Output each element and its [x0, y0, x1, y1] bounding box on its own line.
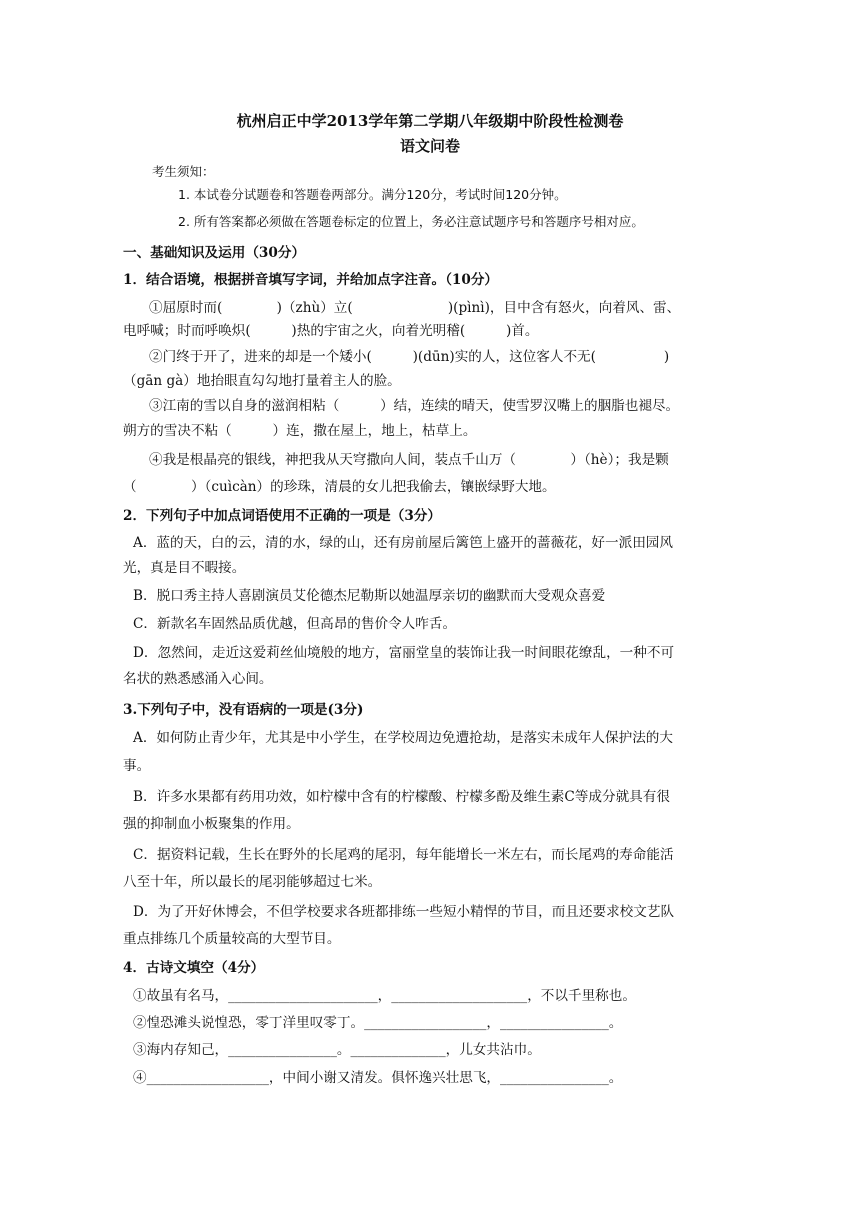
question-1-line: （gān gà）地抬眼直勾勾地打量着主人的脸。: [123, 373, 401, 389]
exam-subtitle: 语文问卷: [399, 137, 460, 155]
question-2-option-a-cont: 光，真是目不暇接。: [123, 560, 246, 576]
question-3-option-b: B．许多水果都有药用功效，如柠檬中含有的柠檬酸、柠檬多酚及维生素C等成分就具有很: [133, 789, 670, 805]
question-4-stem: 4．古诗文填空（4分）: [123, 960, 265, 976]
question-2-option-b: B．脱口秀主持人喜剧演员艾伦德杰尼勒斯以她温厚亲切的幽默而大受观众喜爱: [133, 588, 606, 604]
question-1-line: （ ）（cuìcàn）的珍珠，清晨的女儿把我偷去，镶嵌绿野大地。: [123, 479, 556, 495]
question-4-blank: ①故虽有名马，______________________，____________________，不以千里称也。: [133, 988, 636, 1004]
question-2-option-d-cont: 名状的熟悉感涌入心间。: [123, 671, 273, 687]
question-3-option-c: C．据资料记载，生长在野外的长尾鸡的尾羽，每年能增长一米左右，而长尾鸡的寿命能活: [133, 847, 674, 863]
question-4-blank: ③海内存知己，________________。______________，儿女共沾巾。: [133, 1042, 541, 1058]
question-2-option-a: A．蓝的天，白的云，清的水，绿的山，还有房前屋后篱笆上盛开的蔷薇花，好一派田园风: [133, 535, 673, 551]
exam-title: 杭州启正中学2013学年第二学期八年级期中阶段性检测卷: [236, 112, 624, 130]
question-1-line: ②门终于开了，进来的却是一个矮小( )(dūn)实的人，这位客人不无( ): [149, 349, 670, 365]
question-1-line: ④我是根晶亮的银线，神把我从天穹撒向人间，装点千山万（ ）（hè）；我是颗: [149, 452, 669, 468]
question-3-option-d-cont: 重点排练几个质量较高的大型节目。: [123, 931, 341, 947]
question-3-option-c-cont: 八至十年，所以最长的尾羽能够超过七米。: [123, 874, 382, 890]
question-2-stem: 2．下列句子中加点词语使用不正确的一项是（3分）: [123, 508, 441, 524]
question-4-blank: ④__________________，中间小谢又清发。俱怀逸兴壮思飞，________________。: [133, 1070, 623, 1086]
question-3-option-b-cont: 强的抑制血小板聚集的作用。: [123, 816, 300, 832]
question-3-option-a-cont: 事。: [123, 758, 151, 774]
question-1-stem: 1．结合语境，根据拼音填写字词，并给加点字注音。（10分）: [123, 272, 499, 288]
notes-header: 考生须知：: [152, 164, 215, 179]
question-1-line: 朔方的雪决不粘（ ）连，撒在屋上，地上，枯草上。: [123, 423, 477, 439]
question-2-option-c: C．新款名车固然品质优越，但高昂的售价令人咋舌。: [133, 616, 457, 632]
question-3-stem: 3.下列句子中，没有语病的一项是(3分): [123, 702, 364, 718]
question-2-option-d: D．忽然间，走近这爱莉丝仙境般的地方，富丽堂皇的装饰让我一时间眼花缭乱，一种不可: [133, 645, 675, 661]
section-1-heading: 一、基础知识及运用（30分）: [123, 245, 306, 261]
question-1-line: 电呼喊；时而呼唤炽( )热的宇宙之火，向着光明稽( )首。: [123, 323, 539, 339]
question-3-option-a: A．如何防止青少年，尤其是中小学生，在学校周边免遭抢劫，是落实未成年人保护法的大: [133, 730, 673, 746]
question-3-option-d: D．为了开好休博会，不但学校要求各班都排练一些短小精悍的节目，而且还要求校文艺队: [133, 904, 675, 920]
note-2: 2. 所有答案都必须做在答题卷标定的位置上，务必注意试题序号和答题序号相对应。: [178, 214, 644, 229]
question-1-line: ③江南的雪以自身的滋润相粘（ ）结，连续的晴天，使雪罗汉嘴上的胭脂也褪尽。: [149, 398, 680, 414]
question-4-blank: ②惶恐滩头说惶恐，零丁洋里叹零丁。__________________，________________。: [133, 1015, 623, 1031]
question-1-line: ①屈原时而( )（zhù）立( )(pìnì)，目中含有怒火，向着风、雷、: [149, 300, 681, 316]
note-1: 1. 本试卷分试题卷和答题卷两部分。满分120分，考试时间120分钟。: [178, 187, 567, 202]
